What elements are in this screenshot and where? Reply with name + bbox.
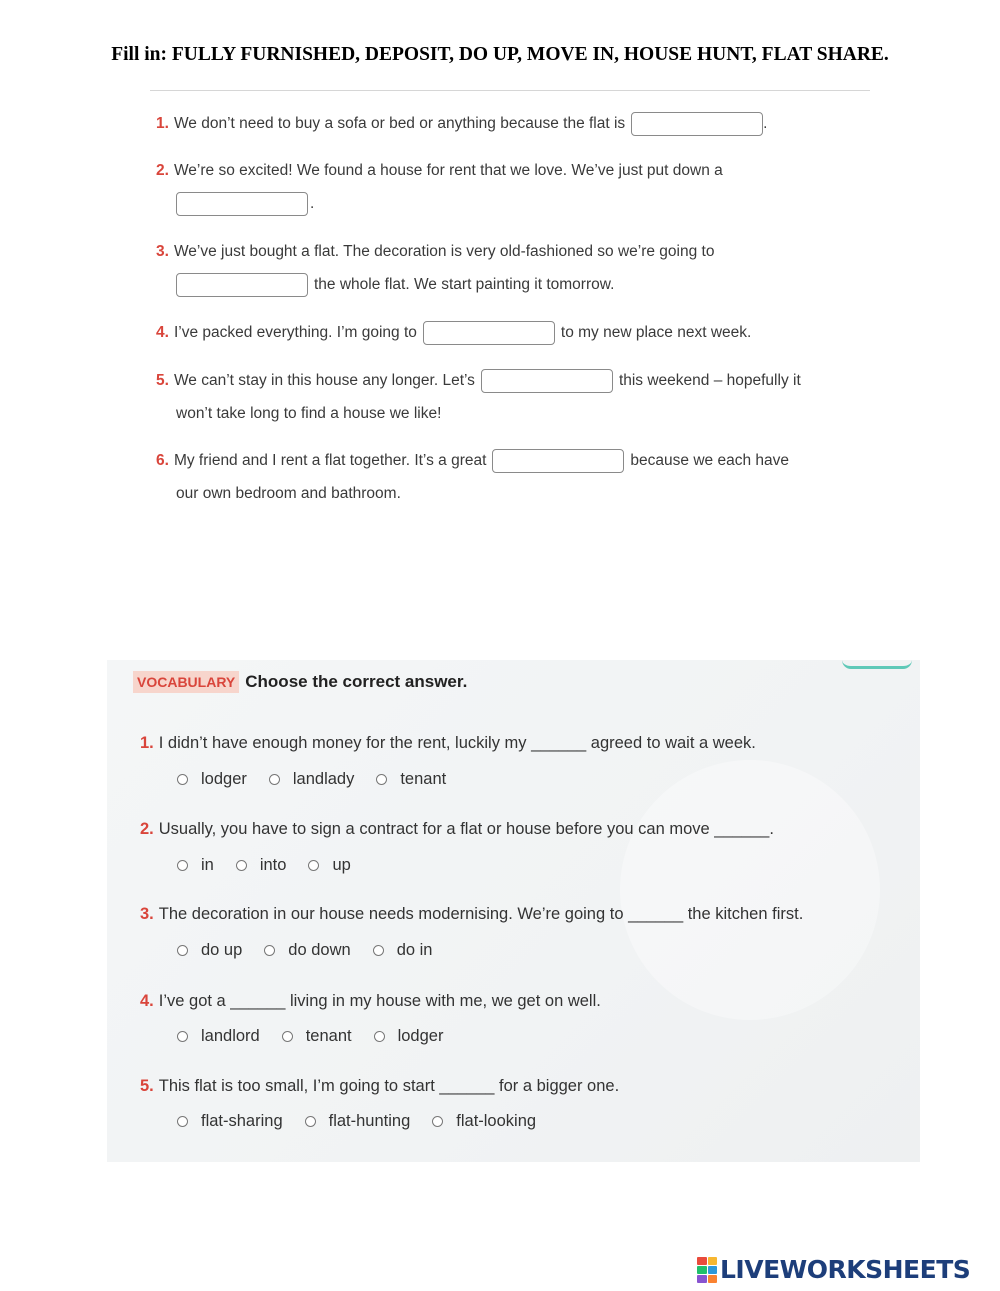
liveworksheets-logo[interactable] [697,1255,970,1284]
option-do-down[interactable] [264,941,350,960]
option-label: flat-hunting [328,1112,411,1130]
option-landlady[interactable] [269,770,354,789]
decorative-wave [842,660,912,669]
item-text: We don’t need to buy a sofa or bed or anything because the flat is [173,114,626,132]
vocabulary-title: Choose the correct answer. [245,672,468,691]
option-label: in [201,856,214,874]
item-number: 6. [156,451,169,469]
radio-button[interactable] [177,1031,188,1042]
option-flat-sharing[interactable] [177,1112,283,1131]
option-label: landlord [201,1027,260,1045]
radio-button[interactable] [282,1031,293,1042]
option-label: up [332,856,351,874]
item-text: won’t take long to find a house we like! [176,404,442,422]
option-flat-looking[interactable] [432,1112,536,1131]
item-text: We’ve just bought a flat. The decoration is very old-fashioned so we’re going to [173,242,715,260]
option-label: flat-looking [456,1112,537,1130]
option-landlord[interactable] [177,1027,260,1046]
radio-button[interactable] [177,860,188,871]
vocabulary-tag: VOCABULARY [133,671,239,693]
question-text: This flat is too small, I’m going to start ______ for a bigger one. [158,1077,620,1095]
radio-button[interactable] [236,860,247,871]
radio-button[interactable] [269,774,280,785]
item-number: 5. [156,371,169,389]
logo-block [708,1275,718,1283]
radio-button[interactable] [305,1116,316,1127]
item-text: . [310,194,315,212]
fill-item-4 [156,316,876,349]
option-do-in[interactable] [373,941,433,960]
radio-button[interactable] [373,945,384,956]
question-2 [140,820,774,839]
question-4 [140,992,601,1011]
logo-mark-icon [697,1257,717,1283]
item-number: 4. [156,323,169,341]
question-3 [140,905,803,924]
options-2 [177,856,373,875]
logo-block [697,1275,707,1283]
item-text: My friend and I rent a flat together. It’s a great [173,451,487,469]
item-number: 3. [156,242,169,260]
fill-item-3 [156,235,876,301]
item-text: I’ve packed everything. I’m going to [173,323,417,341]
option-tenant[interactable] [282,1027,352,1046]
answer-input-5[interactable] [481,369,613,393]
options-4 [177,1027,465,1046]
option-label: do in [396,941,433,959]
logo-block [697,1257,707,1265]
question-number: 2. [140,820,154,838]
question-1 [140,734,756,753]
option-do-up[interactable] [177,941,242,960]
option-tenant[interactable] [376,770,446,789]
item-text: We can’t stay in this house any longer. Let’s [173,371,475,389]
fill-item-2 [156,154,876,220]
option-into[interactable] [236,856,287,875]
radio-button[interactable] [264,945,275,956]
question-number: 3. [140,905,154,923]
radio-button[interactable] [376,774,387,785]
item-text: this weekend – hopefully it [618,371,801,389]
question-text: The decoration in our house needs modernising. We’re going to ______ the kitchen first. [158,905,804,923]
option-in[interactable] [177,856,214,875]
item-text: We’re so excited! We found a house for rent that we love. We’ve just put down a [173,161,723,179]
answer-input-2[interactable] [176,192,308,216]
option-up[interactable] [308,856,350,875]
answer-input-4[interactable] [423,321,555,345]
option-flat-hunting[interactable] [305,1112,411,1131]
question-text: I’ve got a ______ living in my house with me, we get on well. [158,992,601,1010]
logo-block [708,1257,718,1265]
option-label: do down [288,941,351,959]
logo-block [697,1266,707,1274]
option-label: tenant [400,770,447,788]
item-text: to my new place next week. [560,323,752,341]
vocabulary-panel [107,660,920,1162]
answer-input-1[interactable] [631,112,763,136]
question-number: 1. [140,734,154,752]
option-label: into [259,856,287,874]
answer-input-6[interactable] [492,449,624,473]
item-text: because we each have [630,451,789,469]
item-number: 2. [156,161,169,179]
question-number: 5. [140,1077,154,1095]
answer-input-3[interactable] [176,273,308,297]
radio-button[interactable] [177,945,188,956]
logo-text: LIVEWORKSHEETS [720,1255,971,1284]
options-1 [177,770,468,789]
fill-item-6 [156,444,876,510]
fill-item-1 [156,107,876,140]
decorative-circle [620,760,880,1020]
item-text: our own bedroom and bathroom. [176,484,401,502]
radio-button[interactable] [177,1116,188,1127]
radio-button[interactable] [432,1116,443,1127]
question-text: I didn’t have enough money for the rent, luckily my ______ agreed to wait a week. [158,734,756,752]
option-label: do up [201,941,243,959]
question-5 [140,1077,619,1096]
instruction-heading: Fill in: FULLY FURNISHED, DEPOSIT, DO UP, MOVE IN, HOUSE HUNT, FLAT SHARE. [111,44,889,65]
fill-item-5 [156,364,876,430]
question-text: Usually, you have to sign a contract for a flat or house before you can move ______. [158,820,774,838]
divider [150,90,870,91]
option-label: lodger [201,770,247,788]
options-3 [177,941,454,960]
vocabulary-header [133,671,467,693]
radio-button[interactable] [308,860,319,871]
option-lodger[interactable] [374,1027,444,1046]
question-number: 4. [140,992,154,1010]
logo-block [708,1266,718,1274]
options-5 [177,1112,558,1131]
option-label: landlady [292,770,355,788]
radio-button[interactable] [177,774,188,785]
radio-button[interactable] [374,1031,385,1042]
option-lodger[interactable] [177,770,247,789]
option-label: lodger [397,1027,444,1045]
option-label: flat-sharing [201,1112,283,1130]
item-number: 1. [156,114,169,132]
item-text: . [763,114,768,132]
option-label: tenant [305,1027,352,1045]
item-text: the whole flat. We start painting it tomorrow. [314,275,615,293]
